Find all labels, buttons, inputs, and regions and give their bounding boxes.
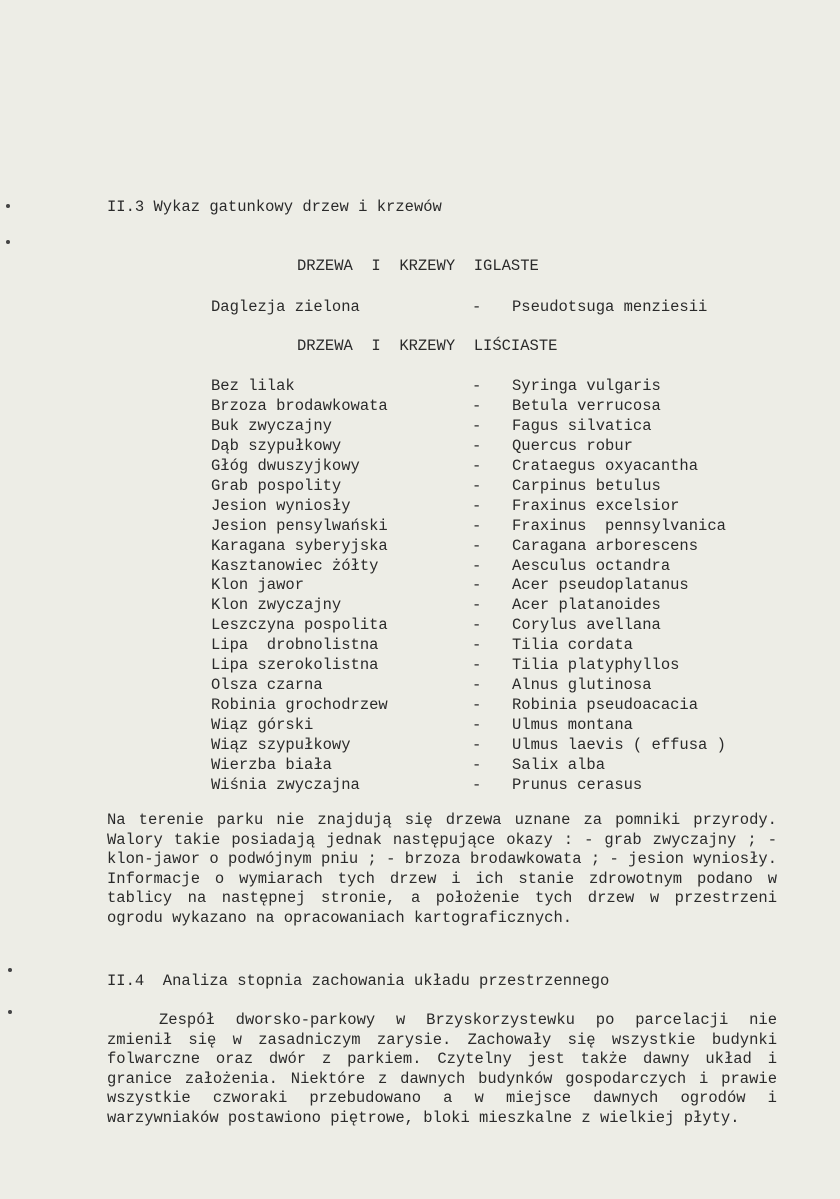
species-dash: - <box>472 497 482 515</box>
species-polish-name: Brzoza brodawkowata <box>211 397 388 415</box>
species-dash: - <box>472 696 482 714</box>
margin-mark <box>6 240 10 244</box>
species-latin-name: Crataegus oxyacantha <box>512 457 699 475</box>
species-polish-name: Dąb szypułkowy <box>211 437 342 455</box>
species-latin-name: Tilia cordata <box>512 636 633 654</box>
species-dash: - <box>472 756 482 774</box>
species-polish-name: Głóg dwuszyjkowy <box>211 457 360 475</box>
species-dash: - <box>472 596 482 614</box>
species-dash: - <box>472 656 482 674</box>
section-title: II.3 Wykaz gatunkowy drzew i krzewów <box>107 198 442 216</box>
species-polish-name: Kasztanowiec żółty <box>211 557 379 575</box>
species-latin-name: Salix alba <box>512 756 606 774</box>
species-polish-name: Daglezja zielona <box>211 298 360 316</box>
paragraph-spatial-analysis: Zespół dworsko-parkowy w Brzyskorzystewku po parcelacji nie zmienił się w zasadniczym zarysie. Zachowały się wszystkie budynki folwarczne oraz dwór z parkiem. Czytelny jest także dawny układ i granice założenia. Niektóre z dawnych budynków gospodarczych i prawie wszystkie czworaki przebudowano a w miejsce dawnych ogrodów i warzywniaków postawiono piętrowe, bloki mieszkalne z wielkiej płyty. <box>107 1011 777 1127</box>
species-polish-name: Leszczyna pospolita <box>211 616 388 634</box>
species-dash: - <box>472 557 482 575</box>
species-polish-name: Buk zwyczajny <box>211 417 332 435</box>
species-dash: - <box>472 377 482 395</box>
species-polish-name: Wierzba biała <box>211 756 332 774</box>
species-polish-name: Wiąz górski <box>211 716 314 734</box>
species-dash: - <box>472 736 482 754</box>
species-dash: - <box>472 457 482 475</box>
conifers-header: DRZEWA I KRZEWY IGLASTE <box>297 257 539 275</box>
species-dash: - <box>472 437 482 455</box>
species-latin-name: Acer pseudoplatanus <box>512 576 689 594</box>
species-polish-name: Bez lilak <box>211 377 295 395</box>
species-latin-name: Fraxinus pennsylvanica <box>512 517 726 535</box>
species-polish-name: Klon zwyczajny <box>211 596 342 614</box>
species-polish-name: Klon jawor <box>211 576 305 594</box>
species-latin-name: Alnus glutinosa <box>512 676 652 694</box>
species-latin-name: Fraxinus excelsior <box>512 497 680 515</box>
species-latin-name: Carpinus betulus <box>512 477 661 495</box>
species-latin-name: Caragana arborescens <box>512 537 699 555</box>
section-title: II.4 Analiza stopnia zachowania układu przestrzennego <box>107 972 610 990</box>
species-dash: - <box>472 616 482 634</box>
species-dash: - <box>472 676 482 694</box>
species-dash: - <box>472 517 482 535</box>
deciduous-header: DRZEWA I KRZEWY LIŚCIASTE <box>297 337 558 355</box>
species-latin-name: Ulmus montana <box>512 716 633 734</box>
species-polish-name: Lipa szerokolistna <box>211 656 379 674</box>
species-polish-name: Wiąz szypułkowy <box>211 736 351 754</box>
species-polish-name: Lipa drobnolistna <box>211 636 379 654</box>
species-latin-name: Betula verrucosa <box>512 397 661 415</box>
species-latin-name: Corylus avellana <box>512 616 661 634</box>
species-latin-name: Ulmus laevis ( effusa ) <box>512 736 726 754</box>
species-latin-name: Acer platanoides <box>512 596 661 614</box>
species-dash: - <box>472 776 482 794</box>
margin-mark <box>8 968 12 972</box>
species-dash: - <box>472 477 482 495</box>
species-latin-name: Prunus cerasus <box>512 776 643 794</box>
margin-mark <box>8 1010 12 1014</box>
species-polish-name: Olsza czarna <box>211 676 323 694</box>
species-dash: - <box>472 537 482 555</box>
species-polish-name: Jesion pensylwański <box>211 517 388 535</box>
species-dash: - <box>472 298 482 316</box>
species-latin-name: Robinia pseudoacacia <box>512 696 699 714</box>
paragraph-natural-monuments: Na terenie parku nie znajdują się drzewa uznane za pomniki przyrody. Walory takie posiadają jednak następujące okazy : - grab zwyczajny ; - klon-jawor o podwójnym pniu ; - brzoza brodawkowata ; - jesion wyniosły. Informacje o wymiarach tych drzew i ich stanie zdrowotnym podano w tablicy na następnej stronie, a położenie tych drzew w przestrzeni ogrodu wykazano na opracowaniach kartograficznych. <box>107 811 777 927</box>
species-latin-name: Quercus robur <box>512 437 633 455</box>
species-dash: - <box>472 636 482 654</box>
species-polish-name: Wiśnia zwyczajna <box>211 776 360 794</box>
species-polish-name: Karagana syberyjska <box>211 537 388 555</box>
species-latin-name: Fagus silvatica <box>512 417 652 435</box>
species-latin-name: Tilia platyphyllos <box>512 656 680 674</box>
species-dash: - <box>472 417 482 435</box>
species-latin-name: Pseudotsuga menziesii <box>512 298 708 316</box>
species-latin-name: Syringa vulgaris <box>512 377 661 395</box>
species-polish-name: Robinia grochodrzew <box>211 696 388 714</box>
margin-mark <box>6 204 10 208</box>
species-dash: - <box>472 716 482 734</box>
species-latin-name: Aesculus octandra <box>512 557 671 575</box>
species-dash: - <box>472 576 482 594</box>
species-polish-name: Grab pospolity <box>211 477 342 495</box>
species-dash: - <box>472 397 482 415</box>
species-polish-name: Jesion wyniosły <box>211 497 351 515</box>
